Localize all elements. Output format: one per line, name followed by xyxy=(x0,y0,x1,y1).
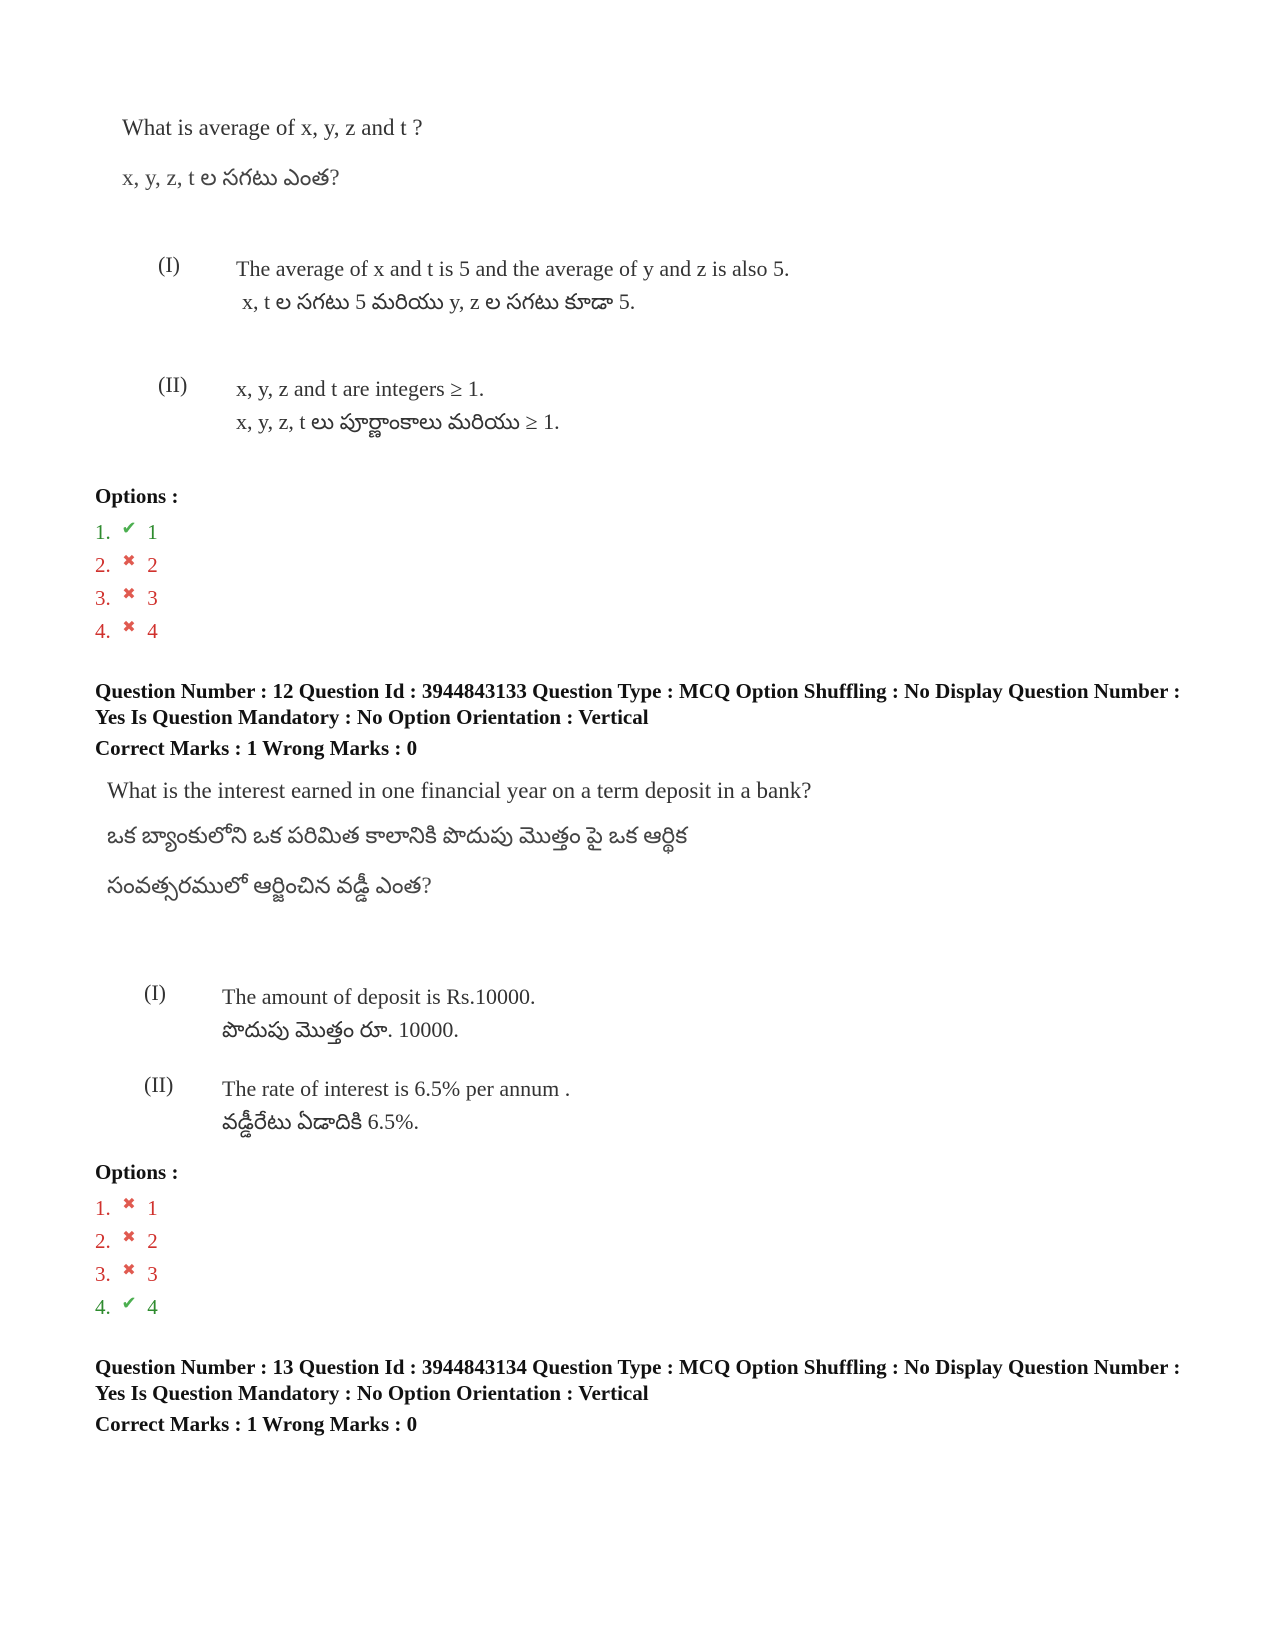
cross-icon: ✖ xyxy=(122,1196,136,1213)
q12-question-te-2: సంవత్సరములో ఆర్జించిన వడ్డీ ఎంత? xyxy=(107,873,432,898)
statement-en: The rate of interest is 6.5% per annum . xyxy=(222,1076,571,1101)
q12-question-en: What is the interest earned in one financial year on a term deposit in a bank? xyxy=(107,778,812,803)
q11-options xyxy=(95,484,178,648)
statement-te: వడ్డీరేటు ఏడాదికి 6.5%. xyxy=(222,1109,419,1134)
statement-number: (I) xyxy=(144,980,166,1005)
options-title: Options : xyxy=(95,1160,179,1184)
cross-icon: ✖ xyxy=(122,1229,136,1246)
q12-meta xyxy=(95,678,1185,761)
statement-en: x, y, z and t are integers ≥ 1. xyxy=(236,376,485,401)
option-4[interactable] xyxy=(95,1291,178,1324)
option-number: 4. xyxy=(95,619,111,643)
statement-en: The amount of deposit is Rs.10000. xyxy=(222,984,536,1009)
statement-te: పొదుపు మొత్తం రూ. 10000. xyxy=(222,1017,459,1042)
q12-question-te-1: ఒక బ్యాంకులోని ఒక పరిమిత కాలానికి పొదుపు మొత్తం పై ఒక ఆర్థిక xyxy=(107,823,688,848)
option-number: 3. xyxy=(95,1262,111,1286)
option-number: 1. xyxy=(95,520,111,544)
cross-icon: ✖ xyxy=(122,586,136,603)
q13-marks: Correct Marks : 1 Wrong Marks : 0 xyxy=(95,1412,418,1436)
option-text: 1 xyxy=(147,520,158,544)
options-title: Options : xyxy=(95,484,179,508)
option-4[interactable] xyxy=(95,615,178,648)
option-text: 4 xyxy=(147,619,158,643)
option-text: 2 xyxy=(147,553,158,577)
q11-question xyxy=(122,115,423,197)
q12-meta-details: Question Number : 12 Question Id : 3944843133 Question Type : MCQ Option Shuffling : No Display Question Number : Yes Is Question Mandatory : No Option Orientation : Vertical xyxy=(95,679,1181,729)
q13-meta-details: Question Number : 13 Question Id : 3944843134 Question Type : MCQ Option Shuffling : No Display Question Number : Yes Is Question Mandatory : No Option Orientation : Vertical xyxy=(95,1355,1181,1405)
option-number: 4. xyxy=(95,1295,111,1319)
cross-icon: ✖ xyxy=(122,1262,136,1279)
statement-number: (I) xyxy=(158,252,180,277)
statement-te: x, y, z, t లు పూర్ణాంకాలు మరియు ≥ 1. xyxy=(236,409,560,434)
option-number: 2. xyxy=(95,1229,111,1253)
check-icon: ✔ xyxy=(121,1293,137,1313)
cross-icon: ✖ xyxy=(122,619,136,636)
statement-number: (II) xyxy=(158,372,188,397)
statement-en: The average of x and t is 5 and the average of y and z is also 5. xyxy=(236,256,790,281)
option-number: 2. xyxy=(95,553,111,577)
q12-options xyxy=(95,1160,178,1324)
q11-question-en: What is average of x, y, z and t ? xyxy=(122,115,423,140)
option-text: 3 xyxy=(147,586,158,610)
q12-marks: Correct Marks : 1 Wrong Marks : 0 xyxy=(95,736,418,760)
statement-te: x, t ల సగటు 5 మరియు y, z ల సగటు కూడా 5. xyxy=(242,289,636,314)
statement-number: (II) xyxy=(144,1072,174,1097)
option-number: 1. xyxy=(95,1196,111,1220)
cross-icon: ✖ xyxy=(122,553,136,570)
q11-question-te: x, y, z, t ల సగటు ఎంత? xyxy=(122,165,340,190)
q12-question xyxy=(107,778,811,905)
option-number: 3. xyxy=(95,586,111,610)
option-text: 1 xyxy=(147,1196,158,1220)
option-text: 3 xyxy=(147,1262,158,1286)
option-text: 4 xyxy=(147,1295,158,1319)
q13-meta xyxy=(95,1354,1185,1437)
option-text: 2 xyxy=(147,1229,158,1253)
check-icon: ✔ xyxy=(121,518,137,538)
